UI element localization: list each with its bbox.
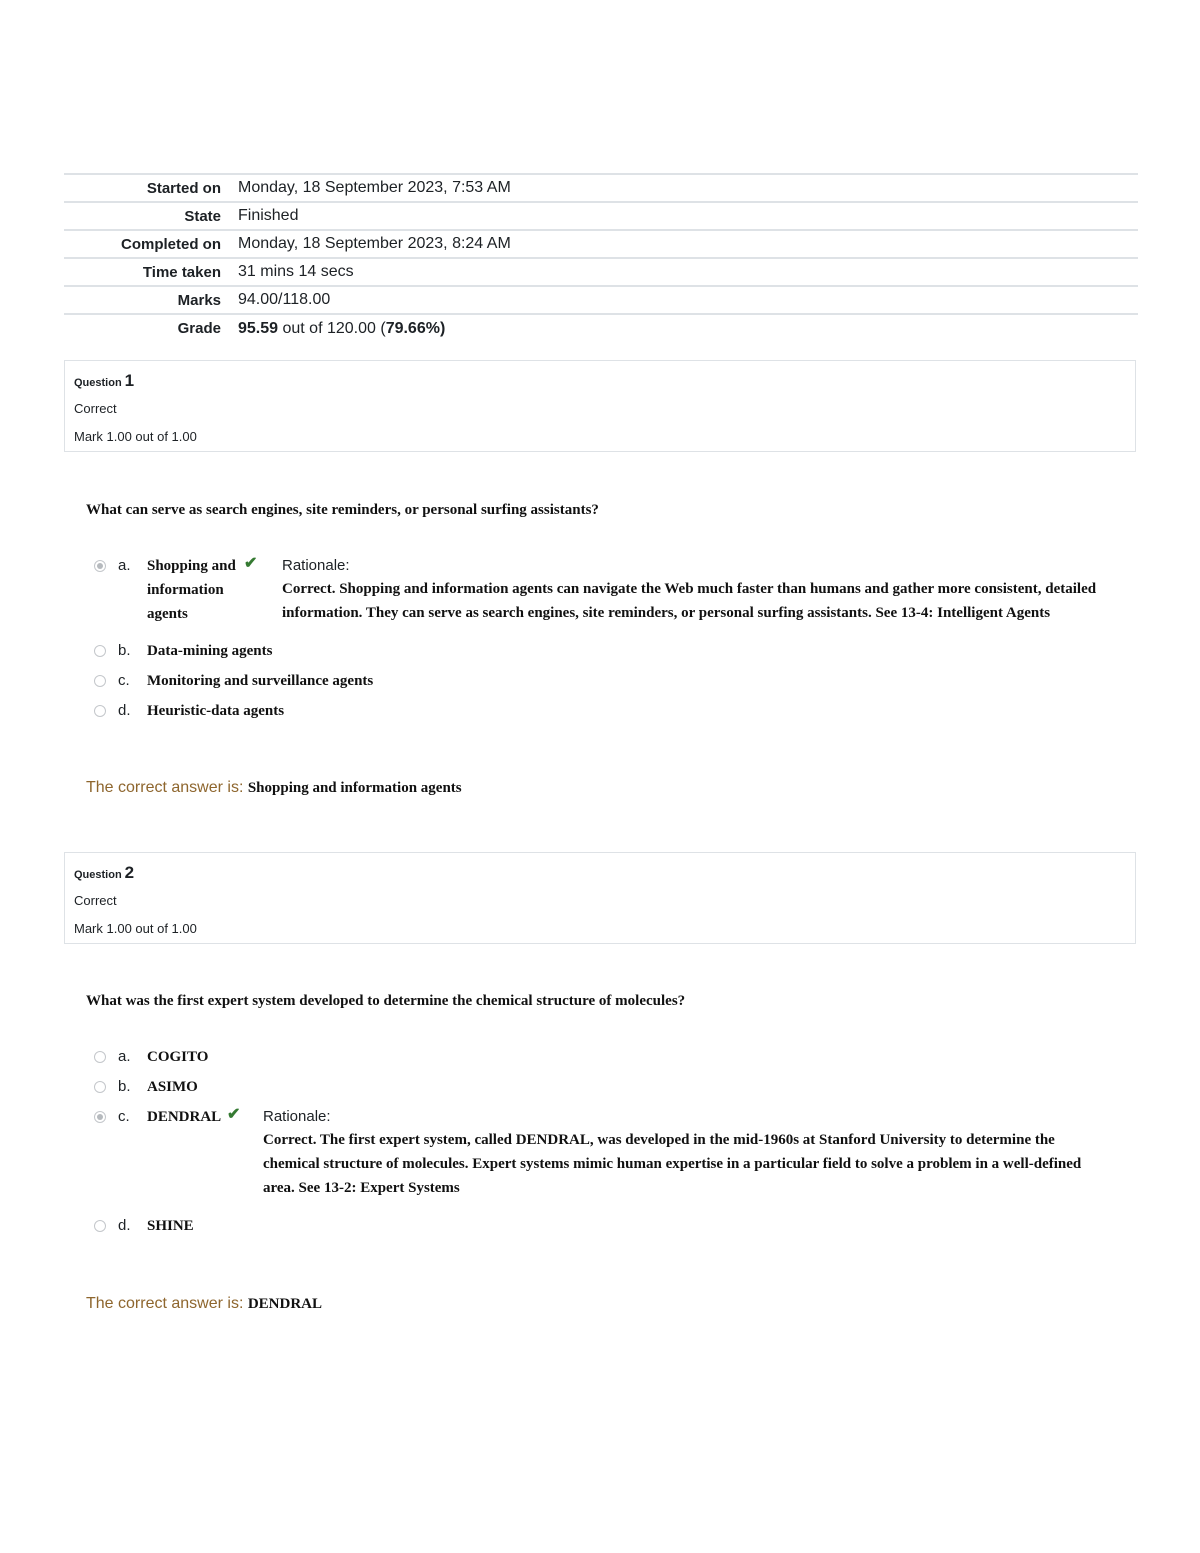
option-text: SHINE <box>147 1218 194 1234</box>
answer-option-a[interactable] <box>94 557 264 627</box>
answer-option-d[interactable] <box>94 702 394 722</box>
option-letter: b. <box>118 642 131 659</box>
summary-label: Time taken <box>142 263 221 281</box>
summary-row-time <box>64 258 1138 286</box>
correct-answer-value: DENDRAL <box>247 1296 323 1312</box>
option-text: COGITO <box>147 1049 209 1065</box>
summary-label: Started on <box>146 179 221 197</box>
question-state: Correct <box>74 893 117 908</box>
answer-option-b[interactable] <box>94 1078 294 1098</box>
radio-icon[interactable] <box>94 675 106 687</box>
option-letter: b. <box>118 1078 131 1095</box>
answer-option-c[interactable] <box>94 1108 244 1128</box>
question-text: What was the first expert system developed to determine the chemical structure of molecules? <box>86 993 686 1009</box>
question-number <box>74 863 134 883</box>
correct-answer-label: The correct answer is: <box>86 779 248 796</box>
question-text: What can serve as search engines, site reminders, or personal surfing assistants? <box>86 502 599 518</box>
correct-answer-label: The correct answer is: <box>86 1295 248 1312</box>
summary-row-started <box>64 174 1138 202</box>
question-info-2 <box>64 852 1136 944</box>
summary-row-completed <box>64 230 1138 258</box>
rationale-label: Rationale: <box>263 1108 331 1125</box>
option-text: Data-mining agents <box>147 643 273 659</box>
summary-row-marks <box>64 286 1138 314</box>
question-mark: Mark 1.00 out of 1.00 <box>74 921 197 936</box>
question-info-1 <box>64 360 1136 452</box>
summary-value: 94.00/118.00 <box>238 291 331 308</box>
option-letter: d. <box>118 1217 131 1234</box>
check-icon: ✔ <box>244 555 258 572</box>
option-letter: a. <box>118 1048 131 1065</box>
summary-row-grade <box>64 314 1138 342</box>
option-text: DENDRAL <box>147 1109 222 1125</box>
option-letter: c. <box>118 672 130 689</box>
answer-option-b[interactable] <box>94 642 394 662</box>
summary-label: State <box>184 207 221 225</box>
radio-icon[interactable] <box>94 1220 106 1232</box>
summary-value: 31 mins 14 secs <box>238 263 354 280</box>
option-letter: a. <box>118 557 131 574</box>
summary-label: Completed on <box>121 235 221 253</box>
question-mark: Mark 1.00 out of 1.00 <box>74 429 197 444</box>
rationale-text: Correct. The first expert system, called DENDRAL, was developed in the mid-1960s at Stanford University to determine the chemical structure of molecules. Expert systems mimic human expertise in a particular field to solve a problem in a well-defined area. See 13-2: Expert Systems <box>263 1132 1082 1196</box>
summary-value <box>238 314 1138 342</box>
answer-option-d[interactable] <box>94 1217 294 1237</box>
option-letter: d. <box>118 702 131 719</box>
question-number-value: 2 <box>124 863 135 882</box>
question-number-value: 1 <box>124 371 135 390</box>
radio-icon[interactable] <box>94 1111 106 1123</box>
summary-row-state <box>64 202 1138 230</box>
grade-percent: 79.66% <box>385 319 440 337</box>
option-letter: c. <box>118 1108 130 1125</box>
summary-value: Monday, 18 September 2023, 7:53 AM <box>238 179 511 196</box>
summary-value: Finished <box>238 207 299 224</box>
check-icon: ✔ <box>227 1106 241 1123</box>
answer-option-c[interactable] <box>94 672 394 692</box>
option-text: Monitoring and surveillance agents <box>147 673 374 689</box>
radio-icon[interactable] <box>94 705 106 717</box>
rationale-label: Rationale: <box>282 557 350 574</box>
quiz-summary-table <box>64 173 1138 342</box>
rationale-text: Correct. Shopping and information agents can navigate the Web much faster than humans and gather more consistent, detailed information. They can serve as search engines, site reminders, or personal surfing assistants. See 13-4: Intelligent Agents <box>282 581 1097 621</box>
radio-icon[interactable] <box>94 645 106 657</box>
grade-score: 95.59 <box>238 319 279 337</box>
correct-answer-value: Shopping and information agents <box>247 780 462 796</box>
option-text: Heuristic-data agents <box>147 703 285 719</box>
grade-close: ) <box>439 319 446 337</box>
radio-icon[interactable] <box>94 1051 106 1063</box>
question-label: Question <box>74 377 122 389</box>
summary-value: Monday, 18 September 2023, 8:24 AM <box>238 235 511 252</box>
radio-icon[interactable] <box>94 560 106 572</box>
radio-icon[interactable] <box>94 1081 106 1093</box>
question-label: Question <box>74 869 122 881</box>
summary-label: Marks <box>177 291 221 309</box>
option-text: ASIMO <box>147 1079 198 1095</box>
answer-option-a[interactable] <box>94 1048 294 1068</box>
summary-label: Grade <box>177 320 221 337</box>
grade-out-of: out of 120.00 ( <box>278 319 386 337</box>
question-number <box>74 371 134 391</box>
option-text: Shopping and information agents <box>147 558 236 622</box>
question-state: Correct <box>74 401 117 416</box>
correct-answer <box>86 779 462 797</box>
correct-answer <box>86 1295 322 1313</box>
